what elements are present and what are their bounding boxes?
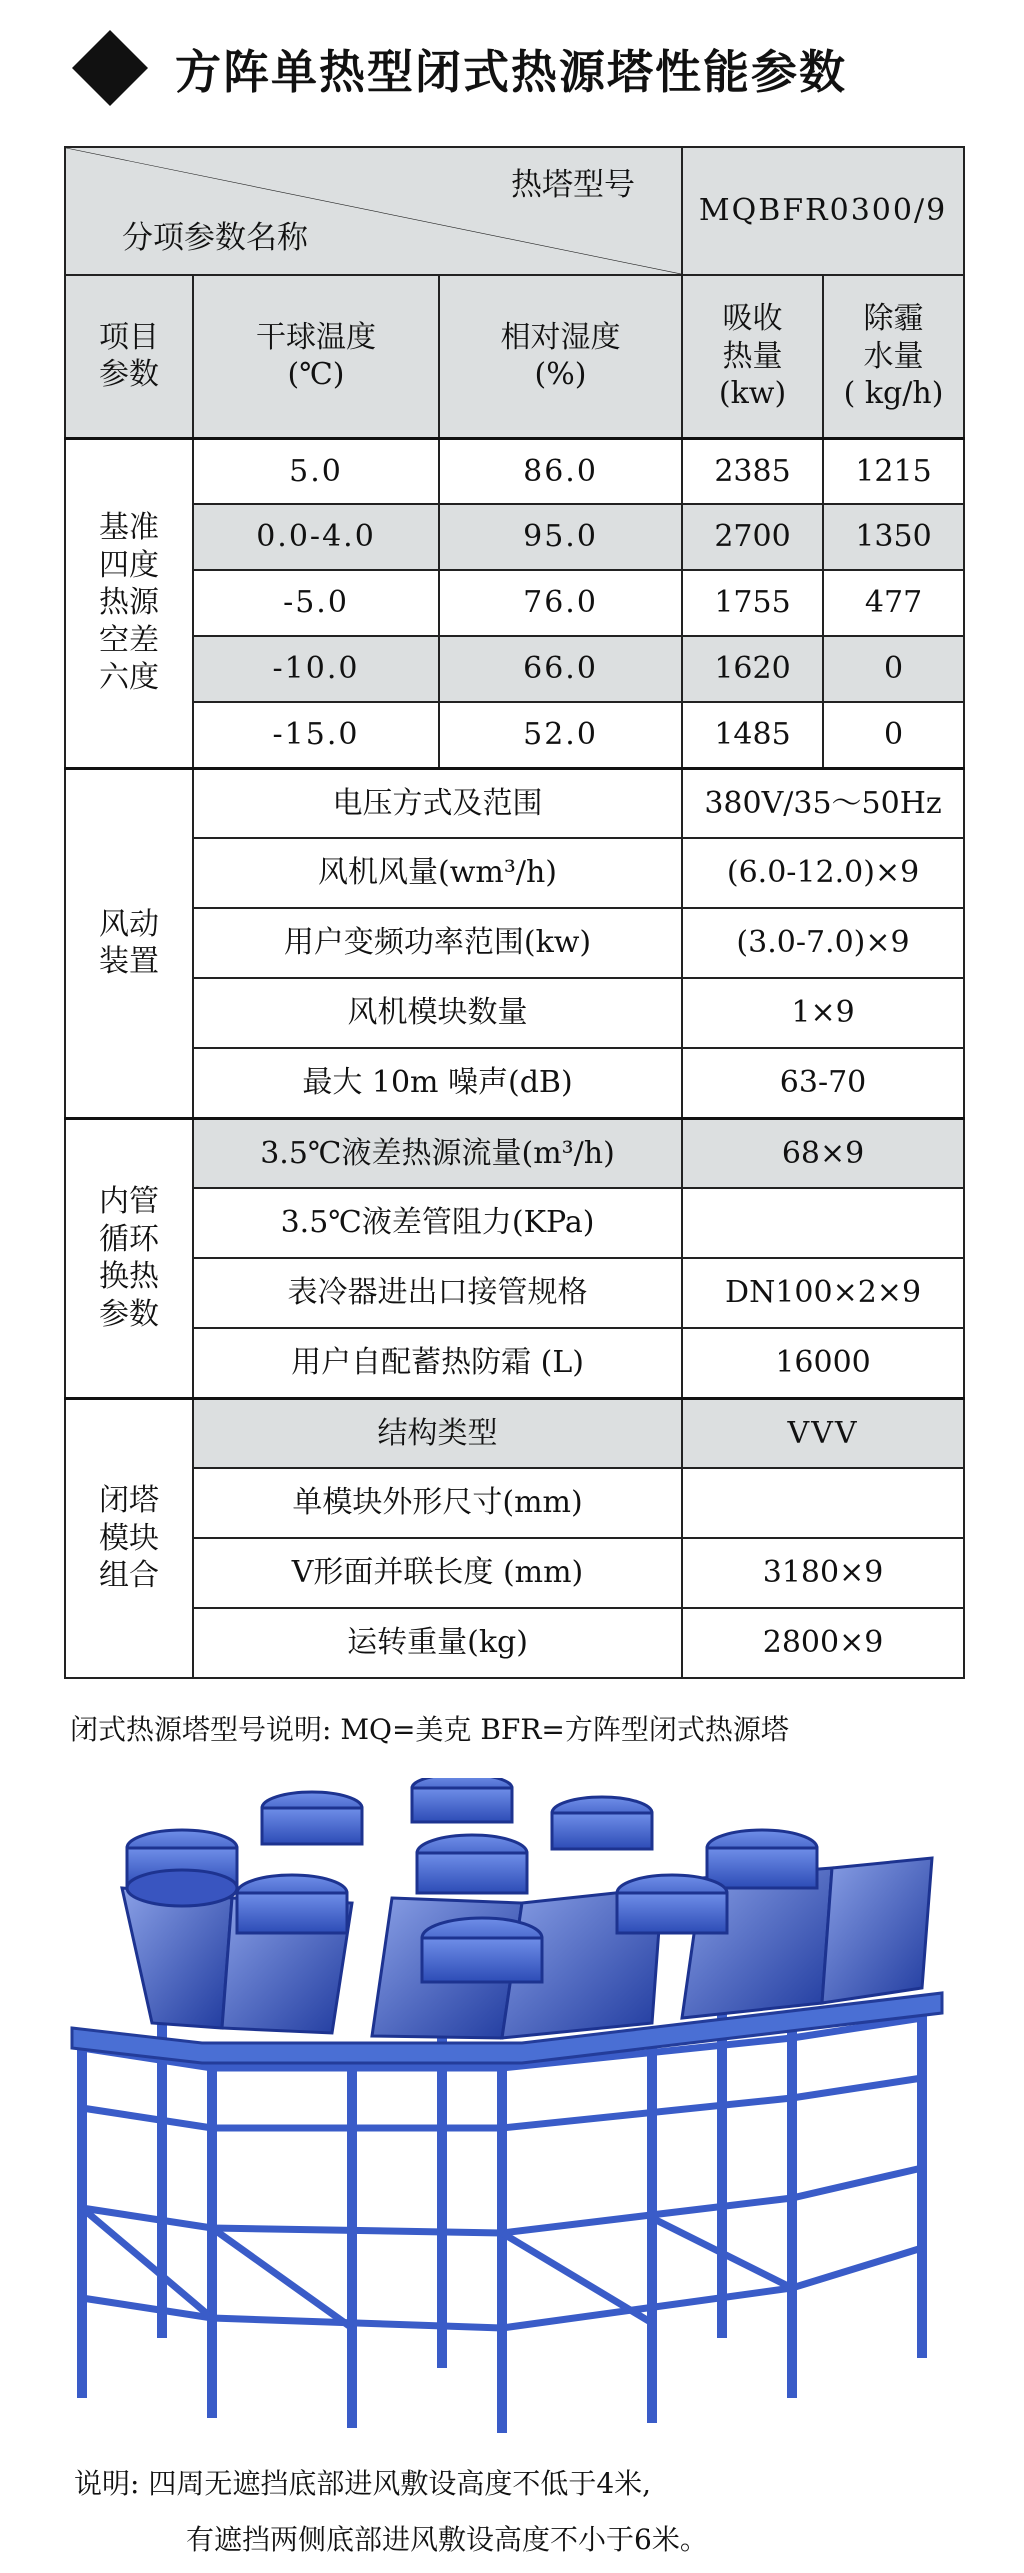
col-frost-header: 除霾 水量 ( kg/h) <box>823 275 964 438</box>
param-value: 2800×9 <box>682 1608 964 1678</box>
table-row <box>65 1118 964 1188</box>
table-row <box>65 504 964 570</box>
param-label: 结构类型 <box>193 1398 682 1468</box>
table-row <box>65 908 964 978</box>
param-value <box>682 1188 964 1258</box>
param-value: 3180×9 <box>682 1538 964 1608</box>
param-label: 单模块外形尺寸(mm) <box>193 1468 682 1538</box>
water-cell: 1350 <box>823 504 964 570</box>
table-row <box>65 1608 964 1678</box>
param-value: VVV <box>682 1398 964 1468</box>
table-row <box>65 438 964 504</box>
installation-note-line1: 说明: 四周无遮挡底部进风敷设高度不低于4米, <box>74 2467 652 2500</box>
col-humidity-header: 相对湿度 (%) <box>439 275 682 438</box>
param-label: 电压方式及范围 <box>193 768 682 838</box>
heat-cell: 1620 <box>682 636 823 702</box>
param-label: 风机模块数量 <box>193 978 682 1048</box>
heat-cell: 1755 <box>682 570 823 636</box>
param-header-label: 分项参数名称 <box>122 220 308 257</box>
param-label: V形面并联长度 (mm) <box>193 1538 682 1608</box>
table-row <box>65 768 964 838</box>
installation-note-line2: 有遮挡两侧底部进风敷设高度不小于6米。 <box>186 2523 708 2556</box>
param-value: (6.0-12.0)×9 <box>682 838 964 908</box>
diagonal-header-cell <box>65 147 682 275</box>
cooling-tower-illustration <box>62 1778 962 2438</box>
module-category: 闭塔 模块 组合 <box>65 1398 193 1678</box>
temp-cell: 0.0-4.0 <box>193 504 439 570</box>
table-row <box>65 1468 964 1538</box>
heat-cell: 1485 <box>682 702 823 768</box>
spec-table <box>64 146 965 1679</box>
col-item-header: 项目 参数 <box>65 275 193 438</box>
humidity-cell: 76.0 <box>439 570 682 636</box>
param-label: 表冷器进出口接管规格 <box>193 1258 682 1328</box>
temp-cell: -10.0 <box>193 636 439 702</box>
fan-category: 风动 装置 <box>65 768 193 1118</box>
humidity-cell: 52.0 <box>439 702 682 768</box>
param-label: 用户自配蓄热防霜 (L) <box>193 1328 682 1398</box>
param-value: 63-70 <box>682 1048 964 1118</box>
water-cell: 1215 <box>823 438 964 504</box>
inner-category: 内管 循环 换热 参数 <box>65 1118 193 1398</box>
table-row <box>65 978 964 1048</box>
param-value: (3.0-7.0)×9 <box>682 908 964 978</box>
title-bar <box>0 0 1024 140</box>
humidity-cell: 66.0 <box>439 636 682 702</box>
param-value: DN100×2×9 <box>682 1258 964 1328</box>
param-value <box>682 1468 964 1538</box>
page-title: 方阵单热型闭式热源塔性能参数 <box>175 45 847 99</box>
param-label: 3.5℃液差管阻力(KPa) <box>193 1188 682 1258</box>
table-row <box>65 1328 964 1398</box>
humidity-cell: 86.0 <box>439 438 682 504</box>
water-cell: 0 <box>823 636 964 702</box>
temp-cell: -15.0 <box>193 702 439 768</box>
water-cell: 477 <box>823 570 964 636</box>
heat-cell: 2700 <box>682 504 823 570</box>
param-label: 用户变频功率范围(kw) <box>193 908 682 978</box>
param-value: 16000 <box>682 1328 964 1398</box>
table-row <box>65 838 964 908</box>
param-value: 380V/35～50Hz <box>682 768 964 838</box>
param-label: 3.5℃液差热源流量(m³/h) <box>193 1118 682 1188</box>
param-value: 1×9 <box>682 978 964 1048</box>
table-row <box>65 636 964 702</box>
param-label: 运转重量(kg) <box>193 1608 682 1678</box>
column-header-row <box>65 275 964 438</box>
param-label: 风机风量(wm³/h) <box>193 838 682 908</box>
table-row <box>65 1048 964 1118</box>
temp-cell: 5.0 <box>193 438 439 504</box>
temp-cell: -5.0 <box>193 570 439 636</box>
table-row <box>65 1188 964 1258</box>
col-heat-header: 吸收 热量 (kw) <box>682 275 823 438</box>
table-row <box>65 1538 964 1608</box>
table-row <box>65 1258 964 1328</box>
table-row <box>65 1398 964 1468</box>
model-code-note: 闭式热源塔型号说明: MQ=美克 BFR=方阵型闭式热源塔 <box>70 1713 789 1746</box>
baseline-category: 基准 四度 热源 空差 六度 <box>65 438 193 768</box>
model-number: MQBFR0300/9 <box>682 147 964 275</box>
param-value: 68×9 <box>682 1118 964 1188</box>
model-header-label: 热塔型号 <box>511 167 636 203</box>
header-row <box>65 147 964 275</box>
heat-cell: 2385 <box>682 438 823 504</box>
param-label: 最大 10m 噪声(dB) <box>193 1048 682 1118</box>
diamond-icon <box>70 28 150 108</box>
table-row <box>65 570 964 636</box>
table-row <box>65 702 964 768</box>
col-dry-bulb-header: 干球温度 (℃) <box>193 275 439 438</box>
water-cell: 0 <box>823 702 964 768</box>
humidity-cell: 95.0 <box>439 504 682 570</box>
